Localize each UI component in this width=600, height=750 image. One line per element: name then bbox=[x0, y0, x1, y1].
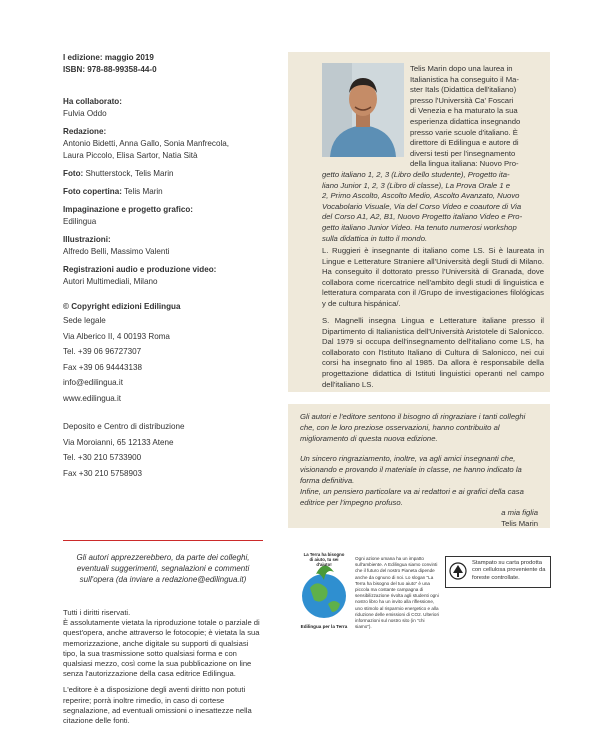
deposito-tel: Tel. +30 210 5733900 bbox=[63, 453, 142, 462]
telis-bio-bottom: getto italiano 1, 2, 3 (Libro dello studente), Progetto ita- liano Junior 1, 2, 3 (Libro di classe), La Prova Orale 1 e 2, Primo Ascolto, Ascolto Medio, Ascolto Avanzato, Nuovo Vocabolario Visuale, Via del Corso Video e coautore di Via del Corso A1, A2, B1, Nuovo Progetto italiano Video e Pro- getto italiano Junior Video. Ha tenuto numerosi workshop sulla didattica in tutto il mondo. bbox=[322, 170, 523, 243]
earth-badge bbox=[296, 552, 352, 636]
feedback-notice: Gli autori apprezzerebbero, da parte dei colleghi, eventuali suggerimenti, segnalazioni e commenti sull'opera (da inviare a redazione@edilingua.it) bbox=[76, 553, 250, 584]
ack-paragraph-2: Un sincero ringraziamento, inoltre, va agli amici insegnanti che, visionando e provando il materiale in classe, ne hanno indicato la forma definitiva. bbox=[300, 454, 522, 485]
credit-label: Illustrazioni: bbox=[63, 235, 111, 244]
credit-label: Redazione: bbox=[63, 127, 107, 136]
ack-paragraph-1: Gli autori e l'editore sentono il bisogno di ringraziare i tanti colleghi che, con le loro preziose osservazioni, hanno contribuito al miglioramento di questa nuova edizione. bbox=[300, 412, 526, 443]
person-icon bbox=[322, 63, 404, 157]
email-link[interactable]: info@edilingua.it bbox=[63, 378, 123, 387]
credit-value: Fulvia Oddo bbox=[63, 109, 107, 118]
eco-text: Ogni azione umana ha un impatto sull'ambiente. A Edilingua siamo convinti che il futuro del nostro Pianeta dipende anche da ognuno di noi. Lo slogan "La Terra ha bisogno del tuo aiuto" è una piccola ma costante campagna di sensibilizzazione rivolta agli studenti ogni nostro libro ha un invito alla riflessione, uno stimolo al risparmio energetico e alla riduzione delle emissioni di CO2. Ulteriori informazioni sul nostro sito (in "chi siamo"). bbox=[355, 556, 439, 630]
sede-tel: Tel. +39 06 96727307 bbox=[63, 347, 142, 356]
telis-bio-top: Telis Marin dopo una laurea in Italianistica ha conseguito il Ma- ster Itals (Didattica dell'italiano) presso l'Università Ca' Foscari di Venezia e ha maturato la sua esperienza didattica insegnando presso varie scuole d'italiano. È direttore di Edilingua e autore di diversi testi per l'insegnamento della lingua italiana: Nuovo Pro- bbox=[410, 64, 521, 169]
divider bbox=[63, 540, 263, 541]
deposito-address: Via Moroianni, 65 12133 Atene bbox=[63, 437, 174, 447]
credit-value: Antonio Bidetti, Anna Gallo, Sonia Manfrecola, bbox=[63, 139, 230, 148]
deposito-fax: Fax +30 210 5758903 bbox=[63, 468, 142, 478]
copyright-title: © Copyright edizioni Edilingua bbox=[63, 302, 181, 311]
dedication: a mia figlia bbox=[501, 508, 538, 517]
credit-line: Foto copertina: Telis Marin bbox=[63, 187, 163, 196]
ack-paragraph-3: Infine, un pensiero particolare va ai redattori e ai grafici della casa editrice per l'impegno profuso. bbox=[300, 487, 524, 507]
sede-address: Via Alberico II, 4 00193 Roma bbox=[63, 331, 170, 341]
tree-icon bbox=[449, 562, 467, 585]
author-photo bbox=[322, 63, 404, 157]
sede-label: Sede legale bbox=[63, 316, 106, 325]
earth-badge-bottom-text: Edilingua per la Terra bbox=[300, 624, 348, 629]
sede-fax: Fax +39 06 94443138 bbox=[63, 362, 142, 372]
credit-label: Impaginazione e progetto grafico: bbox=[63, 205, 193, 214]
credit-value: Laura Piccolo, Elisa Sartor, Natia Sità bbox=[63, 151, 198, 160]
credit-line: Foto: Shutterstock, Telis Marin bbox=[63, 169, 174, 178]
edition-line: I edizione: maggio 2019 bbox=[63, 53, 154, 62]
rights-block bbox=[63, 608, 263, 726]
credit-value: Edilingua bbox=[63, 217, 97, 226]
credit-value: Autori Multimediali, Milano bbox=[63, 277, 158, 286]
magnelli-bio: S. Magnelli insegna Lingua e Letterature italiane presso il Dipartimento di Italianistica dell'Università Aristotele di Salonicco. Dal 1979 si occupa dell'insegnamento dell'italiano come LS, ha collaborato con l'Istituto Italiano di Cultura di Salonicco, nei cui corsi ha insegnato fino al 1985. Da allora è responsabile della progettazione didattica di Istituti linguistici operanti nel campo dell'italiano LS. bbox=[322, 316, 544, 389]
ruggieri-bio: L. Ruggieri è insegnante di italiano come LS. Si è laureata in Lingue e Letterature Straniere all'Università degli Studi di Milano. Ha conseguito il dottorato presso l'Università di Granada, dove collabora come ricercatrice nell'ambito degli studi di linguistica e letteratura comparata con il /Grupo de investigaciones filológicas y de cultura hispánica/. bbox=[322, 246, 544, 308]
deposito-title: Deposito e Centro di distribuzione bbox=[63, 422, 185, 431]
rights-paragraph-1: È assolutamente vietata la riproduzione totale o parziale di quest'opera, anche attraverso le fotocopie; è vietata la sua memorizzazione, anche digitale su supporti di qualsiasi tipo, la sua trasmissione sotto qualsiasi forma e con qualsiasi mezzo, così come la sua pubblicazione on line senza l'autorizzazione della casa editrice Edilingua. bbox=[63, 618, 260, 679]
signature: Telis Marin bbox=[501, 519, 538, 528]
credit-value: Alfredo Belli, Massimo Valenti bbox=[63, 247, 170, 256]
credit-label: Registrazioni audio e produzione video: bbox=[63, 265, 217, 274]
rights-paragraph-2: L'editore è a disposizione degli aventi diritto non potuti reperire; porrà inoltre rimedio, in caso di cortese segnalazione, ad eventuali omissioni o inesattezze nella citazione delle fonti. bbox=[63, 685, 252, 726]
forest-text: Stampato su carta prodotta con cellulosa proveniente da foreste controllate. bbox=[472, 560, 546, 581]
credit-label: Ha collaborato: bbox=[63, 97, 122, 106]
website-link[interactable]: www.edilingua.it bbox=[63, 393, 122, 403]
rights-title: Tutti i diritti riservati. bbox=[63, 608, 131, 617]
credits-column bbox=[63, 52, 263, 481]
isbn-line: ISBN: 978-88-99358-44-0 bbox=[63, 65, 157, 74]
earth-badge-top-text: La Terra ha bisogno di aiuto, tu sei d'aiuto! bbox=[303, 552, 345, 567]
